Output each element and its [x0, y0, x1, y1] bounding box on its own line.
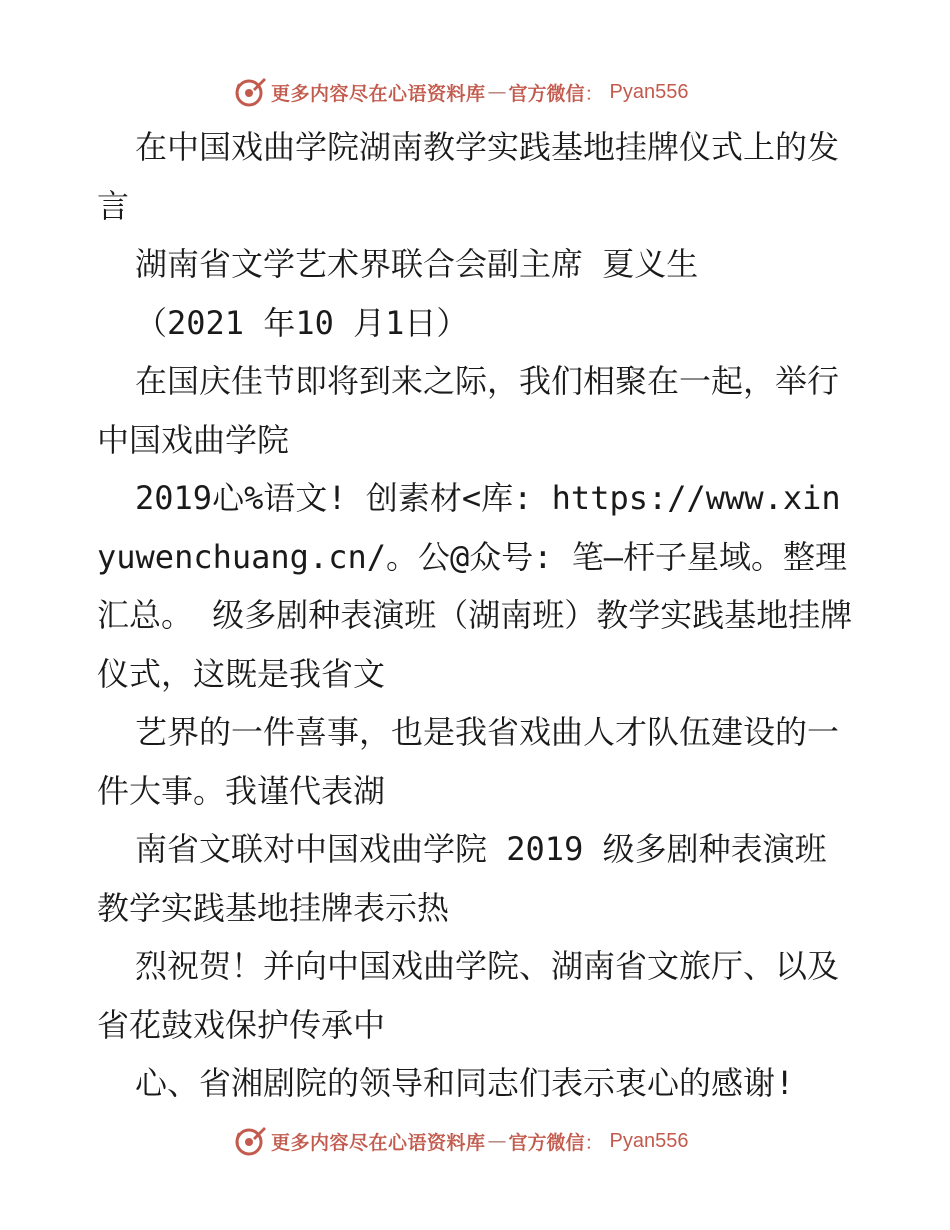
speaker-line: 湖南省文学艺术界联合会副主席 夏义生 — [135, 245, 699, 283]
body-paragraph: 2019心%语文! 创素材<库: https://www.xinyuwenchuang.cn/。公@众号: 笔—杆子星域。整理汇总。 级多剧种表演班（湖南班）教学实践基地挂牌仪式，这既是我省文 — [97, 479, 853, 693]
body-paragraph: 烈祝贺！并向中国戏曲学院、湖南省文旅厅、以及省花鼓戏保护传承中 — [97, 947, 840, 1044]
pen-logo-icon — [233, 1124, 267, 1158]
body-paragraph: 在国庆佳节即将到来之际，我们相聚在一起，举行中国戏曲学院 — [97, 362, 840, 459]
body-paragraph: 南省文联对中国戏曲学院 2019 级多剧种表演班教学实践基地挂牌表示热 — [97, 830, 827, 927]
watermark-separator: — — [487, 81, 507, 103]
watermark-separator: — — [487, 1130, 507, 1152]
pen-logo-icon — [233, 75, 267, 109]
header-watermark — [233, 74, 689, 110]
watermark-wechat-label: 官方微信 — [508, 1131, 585, 1154]
watermark-text: 更多内容尽在心语资料库 — [271, 1131, 486, 1154]
speech-date: （2021 年10 月1日） — [135, 303, 469, 342]
watermark-text: 更多内容尽在心语资料库 — [271, 82, 486, 105]
speech-title: 在中国戏曲学院湖南教学实践基地挂牌仪式上的发言 — [97, 128, 840, 225]
body-paragraph: 心、省湘剧院的领导和同志们表示衷心的感谢! — [135, 1064, 795, 1102]
watermark-wechat-id: Pyan556 — [609, 1129, 689, 1152]
watermark-wechat-id: Pyan556 — [609, 80, 689, 103]
watermark-colon: ： — [584, 82, 604, 105]
document-body — [97, 118, 857, 1113]
watermark-wechat-label: 官方微信 — [508, 82, 585, 105]
watermark-colon: ： — [584, 1131, 604, 1154]
body-paragraph: 艺界的一件喜事，也是我省戏曲人才队伍建设的一件大事。我谨代表湖 — [97, 713, 840, 810]
footer-watermark — [233, 1123, 689, 1159]
